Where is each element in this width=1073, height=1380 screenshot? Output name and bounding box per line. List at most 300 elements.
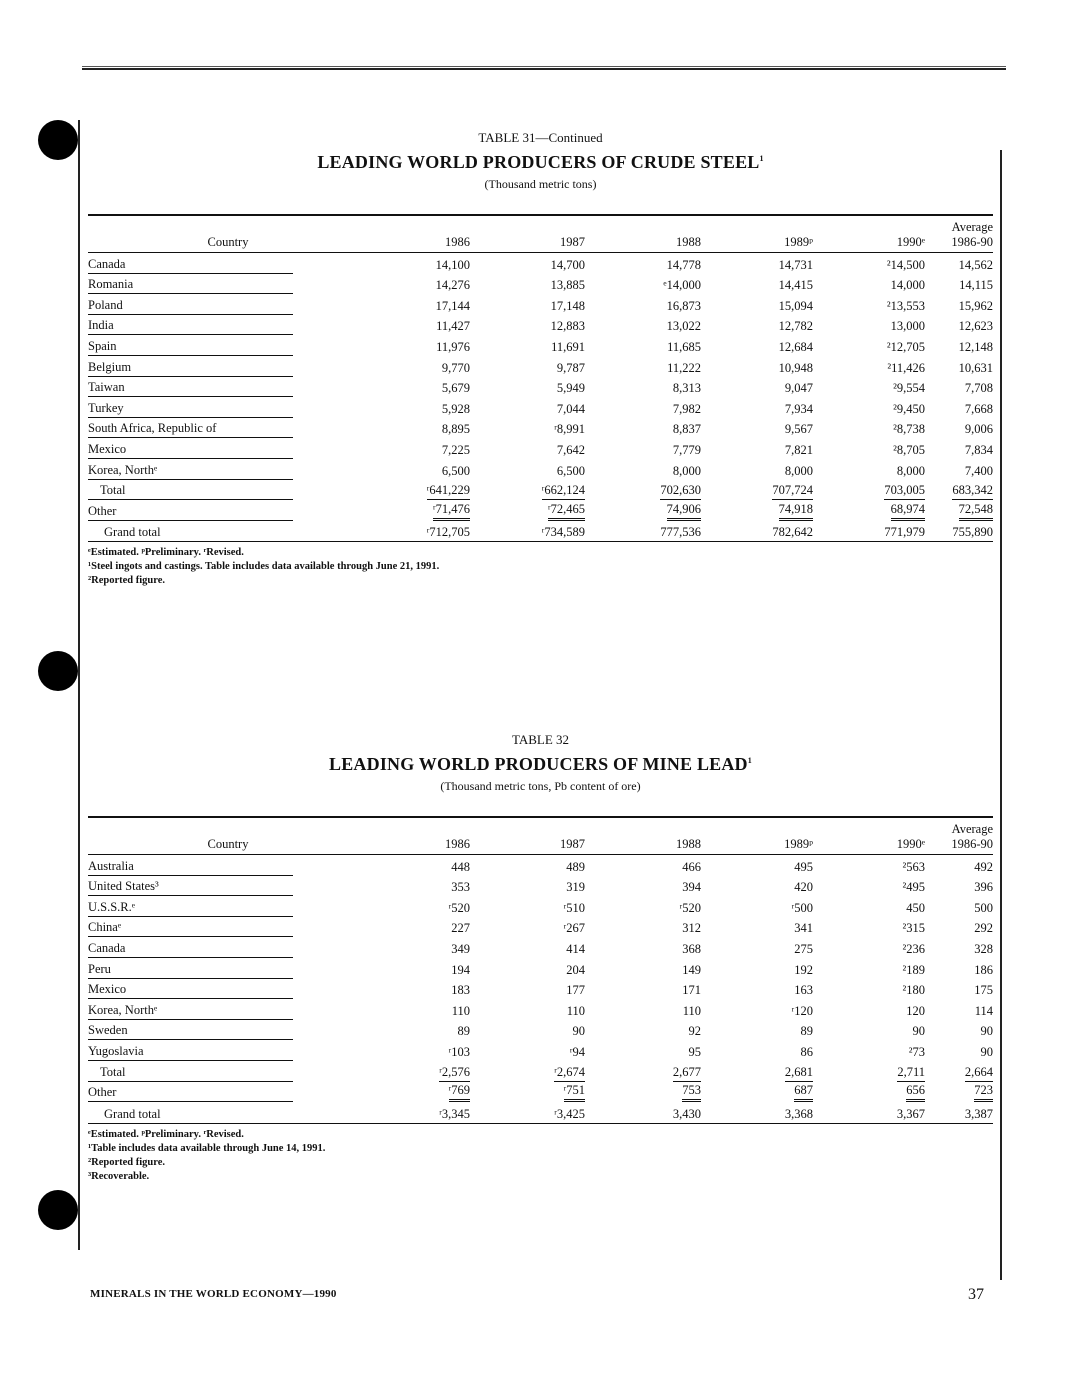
table32-value-cell <box>813 1102 925 1123</box>
table32-value: 149 <box>682 962 701 977</box>
table32-notes <box>88 1128 993 1184</box>
table32-value: 500 <box>974 900 993 915</box>
table31-row <box>88 315 993 336</box>
table31-row <box>88 294 993 315</box>
table32-value: ʳ2,576 <box>439 1065 470 1082</box>
table32-value-cell <box>925 896 993 917</box>
table32-row <box>88 1040 993 1061</box>
table31-row <box>88 335 993 356</box>
table31-value-cell <box>368 418 470 439</box>
table31-value: ʳ72,465 <box>548 502 585 521</box>
table32-value-cell <box>925 876 993 897</box>
table32-value-cell <box>701 979 813 1000</box>
table32-country-label: Australia <box>88 859 293 876</box>
table31-value: 12,684 <box>778 339 813 354</box>
table32-value: 414 <box>566 941 585 956</box>
table31-country-label: Mexico <box>88 442 293 459</box>
table31-value-cell <box>701 438 813 459</box>
table32-value-cell <box>925 917 993 938</box>
table31-value-cell <box>368 377 470 398</box>
table31-value-cell <box>585 418 701 439</box>
table32-value: 89 <box>800 1024 813 1039</box>
table31-value: 683,342 <box>952 483 993 500</box>
top-rule-thin <box>82 66 1006 67</box>
table32-value: 192 <box>794 962 813 977</box>
table31-block <box>88 130 993 588</box>
table32-value: 186 <box>974 962 993 977</box>
table31-value: 74,918 <box>779 502 813 521</box>
table32-value: 90 <box>980 1024 993 1039</box>
table31-value: 9,770 <box>441 360 470 375</box>
table32-country-cell <box>88 1020 368 1041</box>
table31-subtitle: (Thousand metric tons) <box>484 177 597 191</box>
table31-value: 9,047 <box>784 381 813 396</box>
table32-value-cell <box>701 937 813 958</box>
table32-value: 3,387 <box>964 1106 993 1121</box>
table31-value: 8,000 <box>784 463 813 478</box>
table31-row <box>88 397 993 418</box>
table32-value-cell <box>368 937 470 958</box>
table31-value: 707,724 <box>772 483 813 500</box>
table31-row <box>88 459 993 480</box>
table31-value-cell <box>813 500 925 521</box>
table32-country-cell <box>88 1082 368 1103</box>
table31-header-cell: 1988 <box>676 235 701 249</box>
table32-value-cell <box>925 1020 993 1041</box>
table32-block <box>88 732 993 1184</box>
table31-value: 7,642 <box>556 442 585 457</box>
table31-value-cell <box>585 356 701 377</box>
table32-value: 275 <box>794 941 813 956</box>
table32-value: 89 <box>457 1024 470 1039</box>
table31-value-cell <box>585 253 701 274</box>
table31-country-cell <box>88 480 368 501</box>
table32-value-cell <box>925 937 993 958</box>
table32-value: ʳ120 <box>791 1003 813 1018</box>
binder-hole-bottom <box>38 1190 78 1230</box>
table31-value-cell <box>925 459 993 480</box>
table31-header-cell: Average 1986-90 <box>951 220 993 249</box>
table32-header-cell: 1988 <box>676 837 701 851</box>
table31-value: 8,837 <box>672 422 701 437</box>
table32-country-label: U.S.S.R.ᵉ <box>88 900 293 917</box>
table31-value-cell <box>701 459 813 480</box>
table31-value: ʳ712,705 <box>426 525 470 540</box>
table32-value-cell <box>701 1102 813 1123</box>
table32-country-cell <box>88 1040 368 1061</box>
table31-value-cell <box>925 500 993 521</box>
table31-notes <box>88 546 993 588</box>
table32-value-cell <box>585 917 701 938</box>
table31-value-cell <box>813 397 925 418</box>
table31-value-cell <box>585 521 701 542</box>
table32-value-cell <box>585 958 701 979</box>
table31-value-cell <box>470 397 585 418</box>
table31-value: ʳ662,124 <box>542 483 585 500</box>
table31-value: ²14,500 <box>886 257 925 272</box>
table32-value: 204 <box>566 962 585 977</box>
table31-country-label: South Africa, Republic of <box>88 421 293 438</box>
table32-value-cell <box>368 979 470 1000</box>
table32-value-cell <box>368 1040 470 1061</box>
table31-row <box>88 253 993 274</box>
table31-header-cell: Country <box>207 235 249 249</box>
table32-row <box>88 1020 993 1041</box>
table31-country-label: Romania <box>88 277 293 294</box>
table31-value: 13,885 <box>550 278 585 293</box>
table32-value: 95 <box>688 1044 701 1059</box>
table32-value: 86 <box>800 1044 813 1059</box>
table31-value: 703,005 <box>884 483 925 500</box>
table32-value: ʳ769 <box>449 1083 470 1102</box>
table31-value: 8,000 <box>896 463 925 478</box>
table31-value: 68,974 <box>891 502 925 521</box>
table31-value: 14,000 <box>890 278 925 293</box>
table31-country-label: Canada <box>88 257 293 274</box>
table32-value: 110 <box>451 1003 470 1018</box>
table31-header-cell: 1987 <box>560 235 585 249</box>
table31-value: 14,100 <box>435 257 470 272</box>
table32-country-cell <box>88 1061 368 1082</box>
table31-value: ²8,738 <box>893 422 925 437</box>
table31-value: 9,567 <box>784 422 813 437</box>
table32-title: LEADING WORLD PRODUCERS OF MINE LEAD$^1$ <box>329 754 752 774</box>
table32-header-cell: Average 1986-90 <box>951 822 993 851</box>
table31-value-cell <box>925 377 993 398</box>
table32-value-cell <box>813 1040 925 1061</box>
table31-value: ²13,553 <box>886 298 925 313</box>
table31-value: 8,895 <box>441 422 470 437</box>
table31-value: 12,782 <box>778 319 813 334</box>
table31-row <box>88 418 993 439</box>
table31-value-cell <box>701 500 813 521</box>
table31-caption: TABLE 31—Continued <box>478 130 603 145</box>
table32-value-cell <box>813 999 925 1020</box>
table32-value-cell <box>813 896 925 917</box>
table31-value: ʳ641,229 <box>427 483 470 500</box>
table32-value-cell <box>368 855 470 876</box>
table32-value-cell <box>701 1020 813 1041</box>
table31-value-cell <box>368 315 470 336</box>
table31-value-cell <box>470 500 585 521</box>
table31-country-cell <box>88 418 368 439</box>
table32-value: 114 <box>974 1003 993 1018</box>
table31-country-label: Grand total <box>104 525 161 540</box>
table31-value-cell <box>368 274 470 295</box>
table31-country-cell <box>88 356 368 377</box>
table32-value-cell <box>368 896 470 917</box>
table32-row <box>88 958 993 979</box>
table31-value-cell <box>701 274 813 295</box>
table31-value: 14,415 <box>778 278 813 293</box>
table32-value: 492 <box>974 859 993 874</box>
table32-value-cell <box>925 1082 993 1103</box>
table31-value-cell <box>585 294 701 315</box>
table32-value-cell <box>813 1082 925 1103</box>
table32-country-cell <box>88 979 368 1000</box>
table32-value: 90 <box>912 1024 925 1039</box>
table31-value: ²9,554 <box>893 381 925 396</box>
table32-value: ²189 <box>902 962 925 977</box>
table31-value: 7,044 <box>556 401 585 416</box>
table31-value: 15,962 <box>958 298 993 313</box>
table31-value-cell <box>470 294 585 315</box>
table32-country-cell <box>88 876 368 897</box>
table32-country-label: Total <box>88 1065 293 1082</box>
table31-value: 702,630 <box>660 483 701 500</box>
table32-value-cell <box>585 1102 701 1123</box>
table32-header-cell: 1987 <box>560 837 585 851</box>
table32-country-label: Canada <box>88 941 293 958</box>
table31-value-cell <box>701 397 813 418</box>
table31-value: 7,668 <box>964 401 993 416</box>
table31-country-label: Other <box>88 504 293 521</box>
table32-value: 319 <box>566 880 585 895</box>
table31-value: 16,873 <box>666 298 701 313</box>
table32-country-cell <box>88 999 368 1020</box>
table31-value: 5,928 <box>441 401 470 416</box>
table32-value: 368 <box>682 941 701 956</box>
table31 <box>88 214 993 542</box>
table31-value-cell <box>368 294 470 315</box>
table31-value-cell <box>470 253 585 274</box>
table32-value: 90 <box>572 1024 585 1039</box>
table31-country-cell <box>88 274 368 295</box>
table32-value: 349 <box>451 941 470 956</box>
table32-value: ʳ520 <box>679 900 701 915</box>
table32-value-cell <box>368 1061 470 1082</box>
table32-body <box>88 855 993 1124</box>
table31-value-cell <box>813 294 925 315</box>
table31-country-cell <box>88 253 368 274</box>
table31-value-cell <box>813 438 925 459</box>
table31-value-cell <box>368 438 470 459</box>
table31-value-cell <box>585 397 701 418</box>
table31-value-cell <box>470 315 585 336</box>
table31-value-cell <box>470 480 585 501</box>
table32-country-cell <box>88 937 368 958</box>
table32-value: 120 <box>906 1003 925 1018</box>
table32-value-cell <box>701 958 813 979</box>
table32-value: 171 <box>682 983 701 998</box>
table32-value-cell <box>585 1082 701 1103</box>
table31-row <box>88 274 993 295</box>
table32-country-label: Other <box>88 1085 293 1102</box>
table31-value-cell <box>813 459 925 480</box>
table32-country-label: Grand total <box>104 1106 161 1121</box>
table31-country-label: Spain <box>88 339 293 356</box>
table31-value: 7,400 <box>964 463 993 478</box>
table31-value-cell <box>813 335 925 356</box>
table31-value: 6,500 <box>441 463 470 478</box>
table32-value-cell <box>701 896 813 917</box>
table32-value: 175 <box>974 983 993 998</box>
table31-country-label: Korea, Northᵉ <box>88 463 293 480</box>
table32-value-cell <box>585 999 701 1020</box>
table31-row <box>88 500 993 521</box>
footer-publication: MINERALS IN THE WORLD ECONOMY—1990 <box>90 1288 337 1300</box>
table32-value-cell <box>925 979 993 1000</box>
table31-country-label: Total <box>88 483 293 500</box>
table31-value-cell <box>813 521 925 542</box>
table31-value: 11,691 <box>551 339 585 354</box>
table31-value: 14,276 <box>435 278 470 293</box>
table32-value-cell <box>701 1082 813 1103</box>
table31-value: ᵉ14,000 <box>663 278 701 293</box>
top-rule <box>82 68 1006 70</box>
table31-value-cell <box>585 500 701 521</box>
table31-value: 7,982 <box>672 401 701 416</box>
table31-value-cell <box>585 274 701 295</box>
table32-country-cell <box>88 896 368 917</box>
table32-value: ʳ500 <box>791 900 813 915</box>
table32-value: ²563 <box>902 859 925 874</box>
table31-value-cell <box>368 397 470 418</box>
table32-value-cell <box>701 917 813 938</box>
table32-row <box>88 937 993 958</box>
table31-country-cell <box>88 438 368 459</box>
table31-value: ʳ8,991 <box>554 422 585 437</box>
table32-value-cell <box>470 937 585 958</box>
table31-value: ²9,450 <box>893 401 925 416</box>
table31-header-row <box>88 215 993 253</box>
table32-value: 110 <box>566 1003 585 1018</box>
table31-value: 9,787 <box>556 360 585 375</box>
table32-value: 177 <box>566 983 585 998</box>
table32-value: ʳ3,425 <box>554 1106 585 1121</box>
table32-value: 92 <box>688 1024 701 1039</box>
table32-country-cell <box>88 855 368 876</box>
table32-value: 328 <box>974 941 993 956</box>
table32-value: 183 <box>451 983 470 998</box>
binder-hole-top <box>38 120 78 160</box>
table31-value-cell <box>925 335 993 356</box>
table31-value-cell <box>585 315 701 336</box>
table31-value: 7,834 <box>964 442 993 457</box>
table31-value: 5,949 <box>556 381 585 396</box>
table32-value-cell <box>813 937 925 958</box>
table32-value-cell <box>368 917 470 938</box>
table32-value-cell <box>925 855 993 876</box>
table32-value-cell <box>701 876 813 897</box>
table31-country-label: Turkey <box>88 401 293 418</box>
table31-value: 14,778 <box>666 257 701 272</box>
table31-value: 8,000 <box>672 463 701 478</box>
table31-value-cell <box>585 480 701 501</box>
table31-country-label: Taiwan <box>88 380 293 397</box>
table32-value-cell <box>368 1020 470 1041</box>
table32-value-cell <box>585 876 701 897</box>
table31-value: ʳ734,589 <box>541 525 585 540</box>
table31-value-cell <box>368 480 470 501</box>
table31-value: 7,225 <box>441 442 470 457</box>
table31-value-cell <box>368 459 470 480</box>
table32-value-cell <box>701 999 813 1020</box>
table32-value-cell <box>585 979 701 1000</box>
table32-value-cell <box>925 1102 993 1123</box>
table31-value-cell <box>701 294 813 315</box>
table32-value-cell <box>368 1082 470 1103</box>
table32-value: ʳ3,345 <box>439 1106 470 1121</box>
table32-row <box>88 979 993 1000</box>
table31-value-cell <box>701 253 813 274</box>
table32-value: 353 <box>451 880 470 895</box>
table32-value: ʳ520 <box>448 900 470 915</box>
table32-footnote: ²Reported figure. <box>88 1156 166 1168</box>
table31-value: 11,222 <box>667 360 701 375</box>
table32-value-cell <box>813 958 925 979</box>
table31-value-cell <box>813 253 925 274</box>
table31-value-cell <box>813 356 925 377</box>
table31-value: 7,821 <box>784 442 813 457</box>
table32-row <box>88 917 993 938</box>
table31-value-cell <box>813 315 925 336</box>
table31-country-cell <box>88 335 368 356</box>
table32-value: 723 <box>974 1083 993 1102</box>
table31-country-cell <box>88 397 368 418</box>
table31-value: 14,700 <box>550 257 585 272</box>
table31-value: ʳ71,476 <box>433 502 470 521</box>
table31-value-cell <box>368 500 470 521</box>
table31-footnote: ²Reported figure. <box>88 575 166 587</box>
table32-value-cell <box>470 1020 585 1041</box>
table32-subtitle: (Thousand metric tons, Pb content of ore) <box>440 779 641 793</box>
table32-value: 2,711 <box>897 1065 925 1082</box>
table31-value: 9,006 <box>964 422 993 437</box>
table31-country-cell <box>88 315 368 336</box>
table32-country-cell <box>88 958 368 979</box>
table31-value-cell <box>925 438 993 459</box>
table31-value: 14,731 <box>778 257 813 272</box>
table31-value-cell <box>470 521 585 542</box>
table32-row <box>88 896 993 917</box>
table32-value-cell <box>585 1040 701 1061</box>
table32-value: 420 <box>794 880 813 895</box>
table31-value-cell <box>925 315 993 336</box>
table31-value-cell <box>470 459 585 480</box>
table31-value: 7,934 <box>784 401 813 416</box>
table31-value-cell <box>701 356 813 377</box>
table32-value: ʳ103 <box>448 1044 470 1059</box>
table32-value-cell <box>470 958 585 979</box>
table31-value: 782,642 <box>772 525 813 540</box>
table31-country-cell <box>88 500 368 521</box>
table32-value-cell <box>470 979 585 1000</box>
table31-value-cell <box>701 335 813 356</box>
table32-value-cell <box>470 999 585 1020</box>
table32-footnote: ᵉEstimated. ᵖPreliminary. ʳRevised. <box>88 1128 244 1140</box>
table32-value-cell <box>585 896 701 917</box>
table32-value: 489 <box>566 859 585 874</box>
table31-value: 72,548 <box>959 502 993 521</box>
table32-country-label: Mexico <box>88 982 293 999</box>
right-margin-line <box>1000 150 1002 1280</box>
table31-footnote: ᵉEstimated. ᵖPreliminary. ʳRevised. <box>88 547 244 559</box>
table31-value-cell <box>813 480 925 501</box>
table32-value: 656 <box>906 1083 925 1102</box>
table31-value: 8,313 <box>672 381 701 396</box>
table31-value-cell <box>925 480 993 501</box>
table32-value-cell <box>368 958 470 979</box>
left-margin-line <box>78 120 80 1250</box>
table32-row <box>88 855 993 876</box>
table31-value-cell <box>470 438 585 459</box>
table32-value: 396 <box>974 880 993 895</box>
table32-row <box>88 999 993 1020</box>
table32-header-cell: Country <box>207 837 249 851</box>
table31-value-cell <box>368 335 470 356</box>
table32-header-cell: 1989ᵖ <box>784 837 813 851</box>
